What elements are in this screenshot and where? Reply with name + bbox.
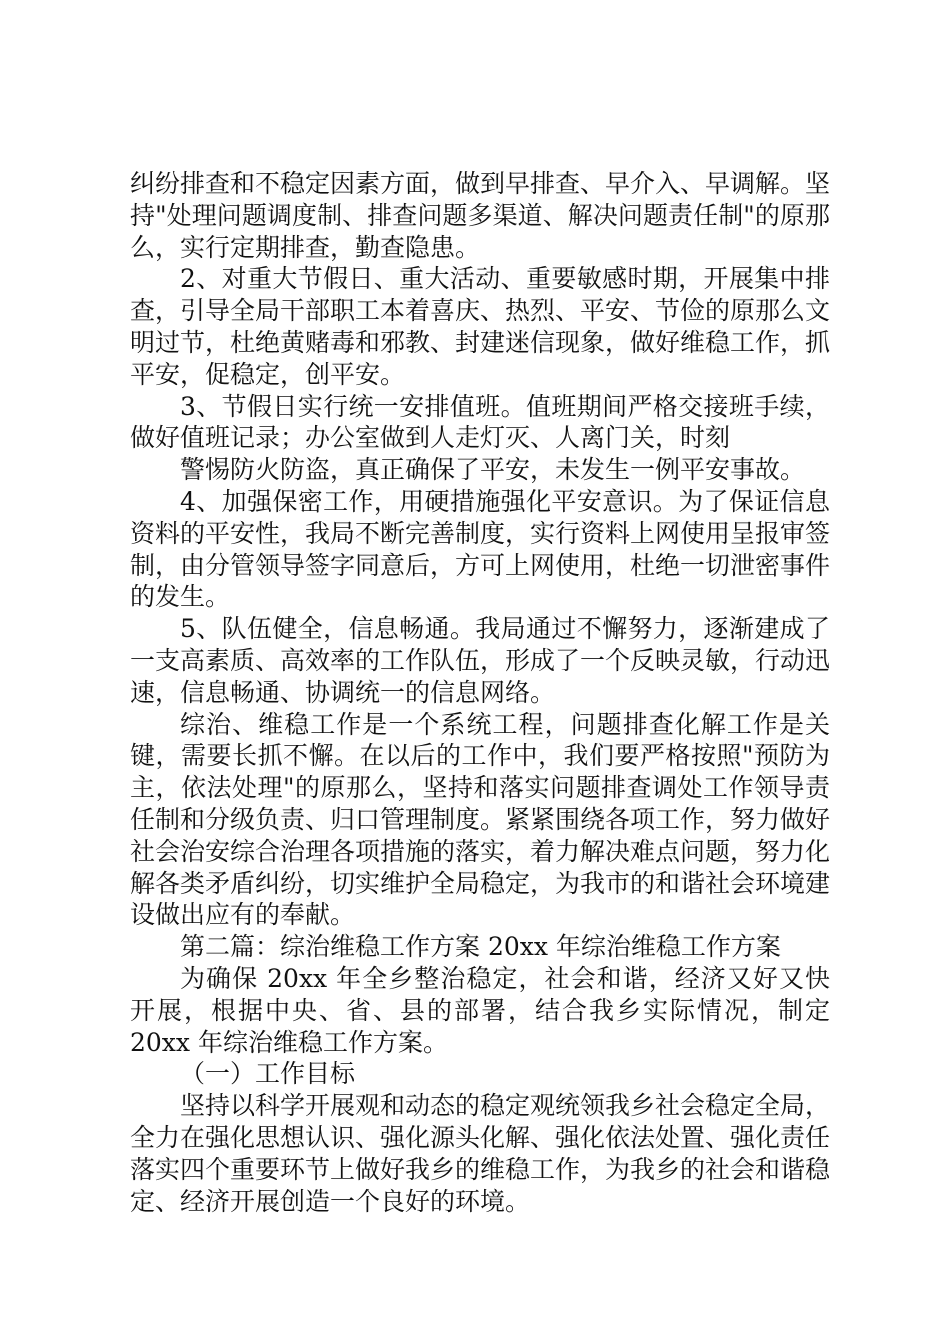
paragraph-item-4-confidentiality: 4、加强保密工作，用硬措施强化平安意识。为了保证信息资料的平安性，我局不断完善制度，实行资料上网使用呈报审签制，由分管领导签字同意后，方可上网使用，杜绝一切泄密事件的发生。: [130, 486, 831, 612]
section-heading-part-two: 第二篇：综治维稳工作方案 20xx 年综治维稳工作方案: [180, 932, 781, 962]
subheading-work-goals: （一）工作目标: [180, 1059, 356, 1089]
paragraph-item-5-team: 5、队伍健全，信息畅通。我局通过不懈努力，逐渐建成了一支高素质、高效率的工作队伍，形成了一个反映灵敏，行动迅速，信息畅通、协调统一的信息网络。: [130, 614, 831, 707]
paragraph-dispute-screening: 纠纷排查和不稳定因素方面，做到早排查、早介入、早调解。坚持"处理问题调度制、排查问题多渠道、解决问题责任制"的原那么，实行定期排查，勤查隐患。: [130, 169, 831, 262]
paragraph-plan-intro: 为确保 20xx 年全乡整治稳定，社会和谐，经济又好又快开展，根据中央、省、县的部署，结合我乡实际情况，制定 20xx 年综治维稳工作方案。: [130, 963, 830, 1057]
paragraph-work-goals: 坚持以科学开展观和动态的稳定观统领我乡社会稳定全局，全力在强化思想认识、强化源头化解、强化依法处置、强化责任落实四个重要环节上做好我乡的维稳工作，为我乡的社会和谐稳定、经济开展创造一个良好的环境。: [130, 1091, 831, 1216]
paragraph-fire-theft-alert: 警惕防火防盗，真正确保了平安，未发生一例平安事故。: [180, 455, 806, 485]
document-body: [130, 168, 830, 1217]
paragraph-summary: 综治、维稳工作是一个系统工程，问题排查化解工作是关键，需要长抓不懈。在以后的工作中，我们要严格按照"预防为主，依法处理"的原那么，坚持和落实问题排查调处工作领导责任制和分级负责、归口管理制度。紧紧围绕各项工作，努力做好社会治安综合治理各项措施的落实，着力解决难点问题，努力化解各类矛盾纠纷，切实维护全局稳定，为我市的和谐社会环境建设做出应有的奉献。: [130, 709, 831, 930]
paragraph-item-2-holidays: 2、对重大节假日、重大活动、重要敏感时期，开展集中排查，引导全局干部职工本着喜庆、热烈、平安、节俭的原那么文明过节，杜绝黄赌毒和邪教、封建迷信现象，做好维稳工作，抓平安，促稳定，创平安。: [130, 264, 831, 389]
paragraph-item-3-duty: 3、节假日实行统一安排值班。值班期间严格交接班手续，做好值班记录；办公室做到人走灯灭、人离门关，时刻: [130, 391, 830, 453]
